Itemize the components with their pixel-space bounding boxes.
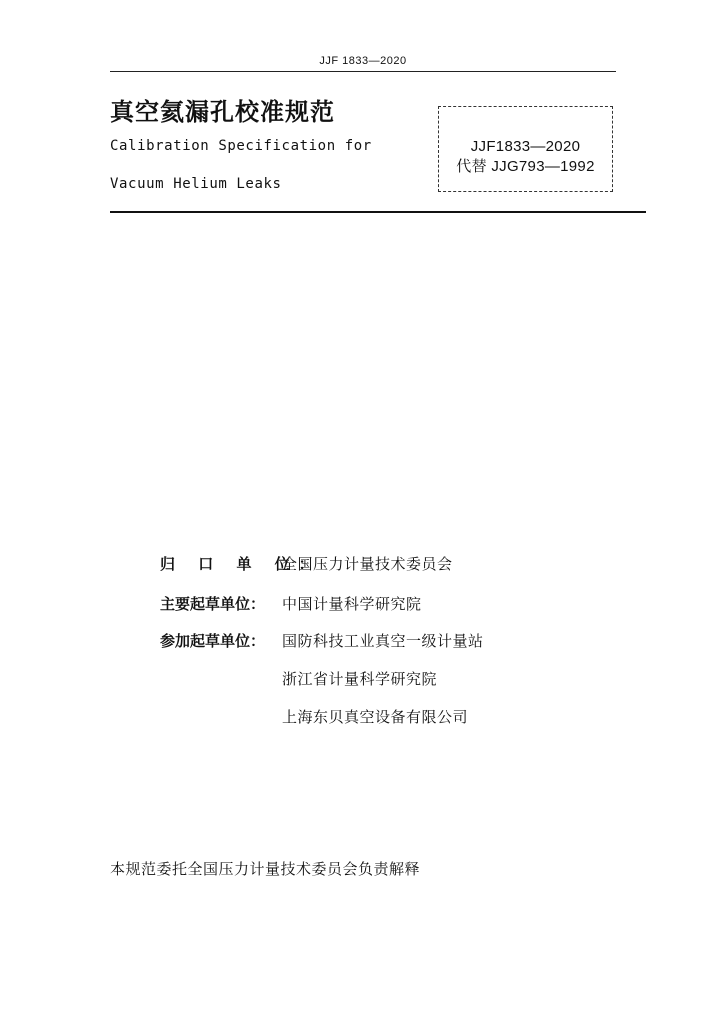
interpretation-note: 本规范委托全国压力计量技术委员会负责解释: [110, 860, 421, 878]
main-drafter-row: [160, 593, 422, 615]
running-header-code: JJF 1833—2020: [319, 55, 407, 67]
title-divider: [110, 211, 646, 213]
participant-item: 浙江省计量科学研究院: [282, 670, 438, 688]
header-divider: [110, 71, 616, 72]
participants-label: 参加起草单位：: [160, 632, 266, 650]
participant-item: 国防科技工业真空一级计量站: [282, 632, 484, 650]
authority-row: [160, 553, 453, 575]
authority-value: 全国压力计量技术委员会: [282, 555, 453, 573]
document-title-english-line1: Calibration Specification for: [110, 138, 372, 154]
specification-code: JJF1833—2020: [470, 138, 581, 155]
participants-row: [160, 630, 484, 652]
document-title-english-line2: Vacuum Helium Leaks: [110, 176, 282, 192]
replaces-code: 代替 JJG793—1992: [456, 158, 595, 175]
participants-row-3: [160, 706, 468, 728]
participant-item: 上海东贝真空设备有限公司: [282, 708, 469, 726]
specification-code-box: [438, 106, 613, 192]
authority-label: 归 口 单 位：: [160, 555, 323, 573]
main-drafter-value: 中国计量科学研究院: [282, 595, 422, 613]
main-drafter-label: 主要起草单位：: [160, 595, 266, 613]
document-title-chinese: 真空氦漏孔校准规范: [110, 98, 335, 126]
participants-row-2: [160, 668, 437, 690]
